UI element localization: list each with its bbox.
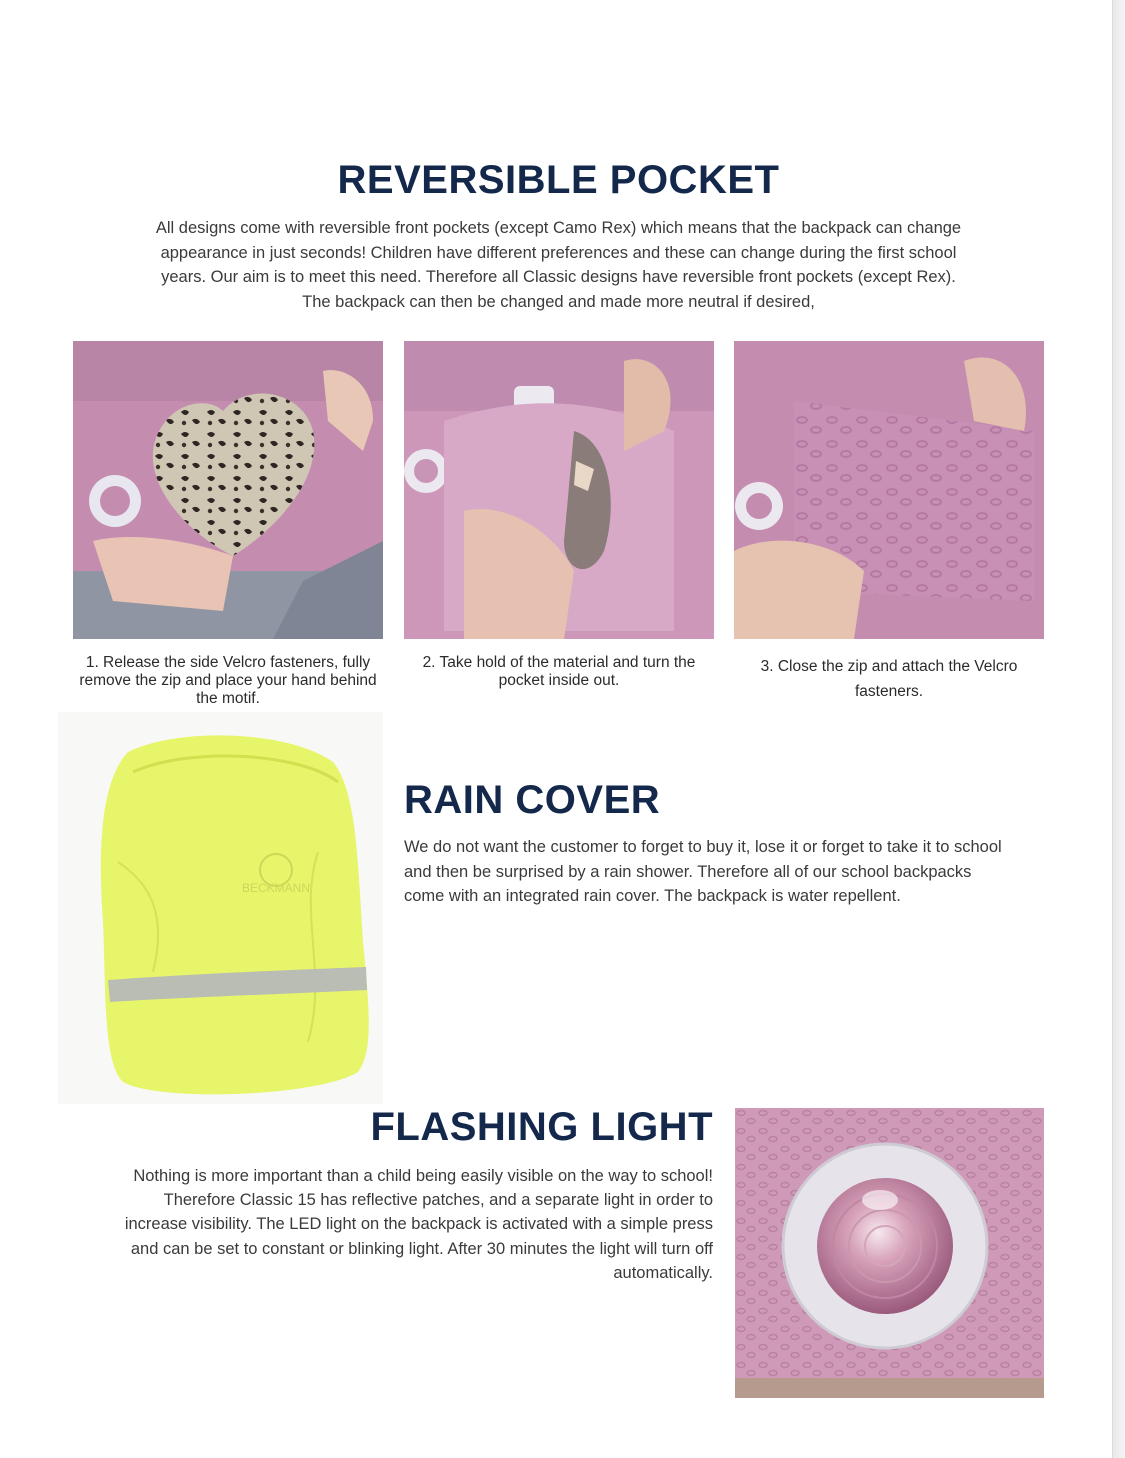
rain-cover-logo-text: BECKMANN — [241, 881, 311, 895]
step-3-caption: 3. Close the zip and attach the Velcro fasteners. — [760, 658, 1018, 700]
rain-cover-image — [58, 712, 383, 1104]
step-1-caption: 1. Release the side Velcro fasteners, fully remove the zip and place your hand behind the motif. — [79, 654, 377, 707]
reversible-pocket-body: All designs come with reversible front pockets (except Camo Rex) which means that the backpack can change appearance in just seconds! Children have different preferences and these can change during the first school years. Our aim is to meet this need. Therefore all Classic designs have reversible front pockets (except Rex). The backpack can then be changed and made more neutral if desired, — [155, 219, 962, 311]
rain-cover-title: RAIN COVER — [404, 778, 661, 822]
flashing-light-title: FLASHING LIGHT — [370, 1105, 713, 1149]
rain-cover-body: We do not want the customer to forget to buy it, lose it or forget to take it to school and then be surprised by a rain shower. Therefore all of our school backpacks come with an integrated rain cover. The backpack is water repellent. — [404, 838, 1002, 905]
step-3-photo — [734, 341, 1044, 639]
step-1-photo — [73, 341, 383, 639]
scrollbar[interactable] — [1112, 0, 1125, 1458]
flashing-light-image — [735, 1108, 1044, 1398]
step-2-photo — [404, 341, 714, 639]
flashing-light-body: Nothing is more important than a child being easily visible on the way to school! Therefore Classic 15 has reflective patches, and a separate light in order to increase visibility. The LED light on the backpack is activated with a simple press and can be set to constant or blinking light. After 30 minutes the light will turn off automatically. — [124, 1167, 713, 1282]
reversible-pocket-title: REVERSIBLE POCKET — [337, 158, 780, 202]
step-2-caption: 2. Take hold of the material and turn the pocket inside out. — [422, 654, 696, 689]
